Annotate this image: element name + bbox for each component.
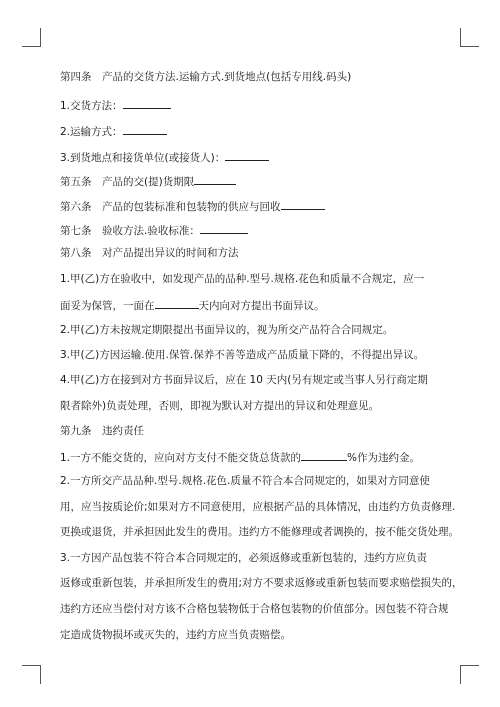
article-7-blank[interactable] [200, 222, 248, 234]
article-9-para-3-line-3: 违约方还应当偿付对方该不合格包装物低于合格包装物的价值部分。因包装不符合规 [60, 603, 449, 615]
delivery-method-line: 1.交货方法： [60, 97, 450, 113]
destination-blank[interactable] [225, 149, 269, 161]
article-9-para-2-line-3: 更换或退货，并承担因此发生的费用。违约方不能修理或者调换的，按不能交货处理。 [60, 526, 459, 538]
article-9-para-3-line-1: 3.一方因产品包装不符合本合同规定的，必须返修或重新包装的，违约方应负责 [60, 552, 428, 564]
article-9-para-3-line-4: 定造成货物损坏或灭失的，违约方应当负责赔偿。 [60, 629, 291, 641]
crop-mark-bottom-left [22, 665, 41, 684]
transport-line: 2.运输方式： [60, 123, 450, 139]
crop-mark-top-left [22, 28, 41, 47]
article-9-para-1: 1.一方不能交货的，应向对方支付不能交货总货款的 %作为违约金。 [60, 449, 450, 465]
article-5-blank[interactable] [194, 173, 236, 185]
delivery-method-blank[interactable] [123, 97, 171, 109]
article-6-heading: 第六条 产品的包装标准和包装物的供应与回收 [60, 198, 450, 214]
penalty-percent-blank[interactable] [301, 449, 347, 461]
article-6-blank[interactable] [281, 198, 325, 210]
article-9-para-2-line-2: 用，应当按质论价;如果对方不同意使用，应根据产品的具体情况，由违约方负责修理. [60, 501, 456, 513]
article-8-heading: 第八条 对产品提出异议的时间和方法 [60, 247, 239, 259]
article-8-para-4-line-1: 4.甲(乙)方在接到对方书面异议后，应在 10 天内(另有规定或当事人另行商定期 [60, 374, 428, 386]
article-9-para-3-line-2: 返修或重新包装，并承担所发生的费用;对方不要求返修或重新包装而要求赔偿损失的， [60, 577, 463, 589]
article-4-heading: 第四条 产品的交货方法.运输方式.到货地点(包括专用线.码头) [60, 71, 352, 83]
article-8-para-3: 3.甲(乙)方因运输.使用.保管.保养不善等造成产品质量下降的，不得提出异议。 [60, 349, 425, 361]
article-9-para-2-line-1: 2.一方所交产品品种.型号.规格.花色.质量不符合本合同规定的，如果对方同意使 [60, 475, 430, 487]
article-5-heading: 第五条 产品的交(提)货期限 [60, 173, 450, 189]
article-8-para-4-line-2: 限者除外)负责处理，否则，即视为默认对方提出的异议和处理意见。 [60, 400, 380, 412]
article-8-para-1-line-2: 面妥为保管，一面在 天内向对方提出书面异议。 [60, 297, 450, 313]
article-9-heading: 第九条 违约责任 [60, 425, 144, 437]
destination-line: 3.到货地点和接货单位(或接货人)： [60, 149, 450, 165]
article-8-para-2: 2.甲(乙)方未按规定期限提出书面异议的，视为所交产品符合合同规定。 [60, 324, 394, 336]
article-7-heading: 第七条 验收方法.验收标准： [60, 222, 450, 238]
objection-days-blank[interactable] [155, 297, 199, 309]
article-8-para-1-line-1: 1.甲(乙)方在验收中，如发现产品的品种.型号.规格.花色和质量不合规定，应一 [60, 273, 425, 285]
transport-blank[interactable] [123, 123, 167, 135]
crop-mark-top-right [460, 28, 479, 47]
crop-mark-bottom-right [460, 665, 479, 684]
